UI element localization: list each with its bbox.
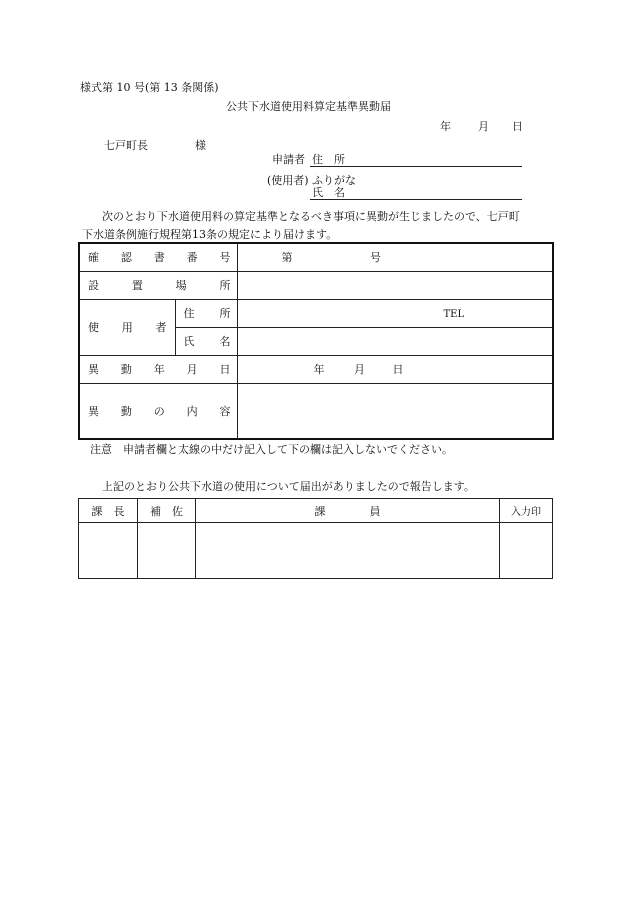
label-char: 確 (88, 251, 99, 265)
label-char: 所 (219, 307, 231, 320)
label-char: 置 (131, 279, 143, 292)
applicant-name-label: 氏 名 (312, 186, 345, 199)
user-name-label (176, 333, 237, 349)
furigana-label: ふりがな (312, 174, 356, 187)
label-char: 異 (88, 404, 99, 418)
label-char: 氏 (183, 335, 195, 348)
report-table (78, 498, 553, 579)
change-date-day: 日 (392, 363, 404, 376)
user-address-cell[interactable] (237, 299, 553, 327)
header-staff: 課 員 (196, 499, 500, 523)
change-content-cell[interactable] (237, 383, 553, 439)
label-char: 異 (88, 363, 99, 376)
installation-site-label-cell (79, 271, 237, 299)
change-content-label (80, 403, 237, 419)
cell-input-stamp (500, 523, 553, 579)
main-form-table (78, 242, 554, 440)
applicant-address-label: 住 所 (312, 153, 345, 166)
confirmation-number-label-cell (79, 243, 237, 271)
label-char: 場 (175, 279, 187, 292)
label-char: 日 (219, 363, 231, 376)
address-underline[interactable] (310, 166, 522, 167)
user-label: (使用者) (267, 174, 309, 187)
label-char: 動 (120, 363, 132, 376)
change-date-year: 年 (313, 363, 325, 376)
addressee-name: 七戸町長 (104, 139, 148, 152)
label-char: 動 (120, 404, 132, 418)
installation-site-cell[interactable] (237, 271, 553, 299)
body-text-line2: 下水道条例施行規程第13条の規定により届けます。 (82, 228, 338, 241)
change-date-label-cell (79, 355, 237, 383)
note-text: 注意 申請者欄と太線の中だけ記入して下の欄は記入しないでください。 (90, 443, 453, 456)
label-char: 号 (219, 251, 231, 265)
cell-assistant (138, 523, 196, 579)
confirmation-number-label (80, 249, 237, 265)
cell-section-chief (79, 523, 138, 579)
label-char: 住 (183, 307, 195, 320)
label-char: 所 (219, 279, 231, 292)
label-char: 年 (153, 363, 165, 376)
label-char: 設 (88, 279, 99, 292)
label-char: 容 (219, 404, 231, 418)
label-char: 書 (153, 251, 165, 265)
user-name-label-cell (175, 327, 237, 355)
label-char: 番 (186, 251, 198, 265)
label-char: 月 (186, 363, 198, 376)
form-title: 公共下水道使用料算定基準異動届 (226, 100, 391, 113)
change-date-month: 月 (354, 363, 365, 376)
user-group-label (80, 319, 175, 335)
label-char: 名 (219, 335, 231, 348)
header-assistant: 補 佐 (138, 499, 196, 523)
body-text-line1: 次のとおり下水道使用料の算定基準となるべき事項に異動が生じましたので、七戸町 (102, 210, 520, 223)
label-char: 認 (120, 251, 132, 265)
name-underline[interactable] (310, 199, 522, 200)
installation-site-label (80, 277, 237, 293)
tel-label: TEL (443, 308, 465, 320)
confirmation-suffix: 号 (370, 251, 381, 265)
label-char: 者 (155, 321, 167, 334)
form-number: 様式第 10 号(第 13 条関係) (80, 81, 219, 94)
date-year-label: 年 (440, 120, 451, 133)
applicant-label: 申請者 (272, 153, 305, 166)
header-section-chief: 課 長 (79, 499, 138, 523)
confirmation-number-cell[interactable] (237, 243, 553, 271)
label-char: の (153, 404, 165, 418)
date-month-label: 月 (478, 120, 489, 133)
user-address-label-cell (175, 299, 237, 327)
user-address-label (176, 305, 237, 321)
label-char: 用 (121, 321, 133, 334)
user-name-cell[interactable] (237, 327, 553, 355)
header-input-stamp: 入力印 (500, 499, 553, 523)
user-label-cell (79, 299, 175, 355)
report-text: 上記のとおり公共下水道の使用について届出がありましたので報告します。 (102, 480, 475, 493)
addressee-suffix: 様 (195, 139, 206, 152)
cell-staff (196, 523, 500, 579)
label-char: 使 (88, 321, 99, 334)
change-date-cell[interactable] (237, 355, 553, 383)
confirmation-prefix: 第 (281, 251, 293, 265)
change-content-label-cell (79, 383, 237, 439)
change-date-label (80, 361, 237, 377)
date-day-label: 日 (512, 120, 523, 133)
label-char: 内 (186, 404, 198, 418)
